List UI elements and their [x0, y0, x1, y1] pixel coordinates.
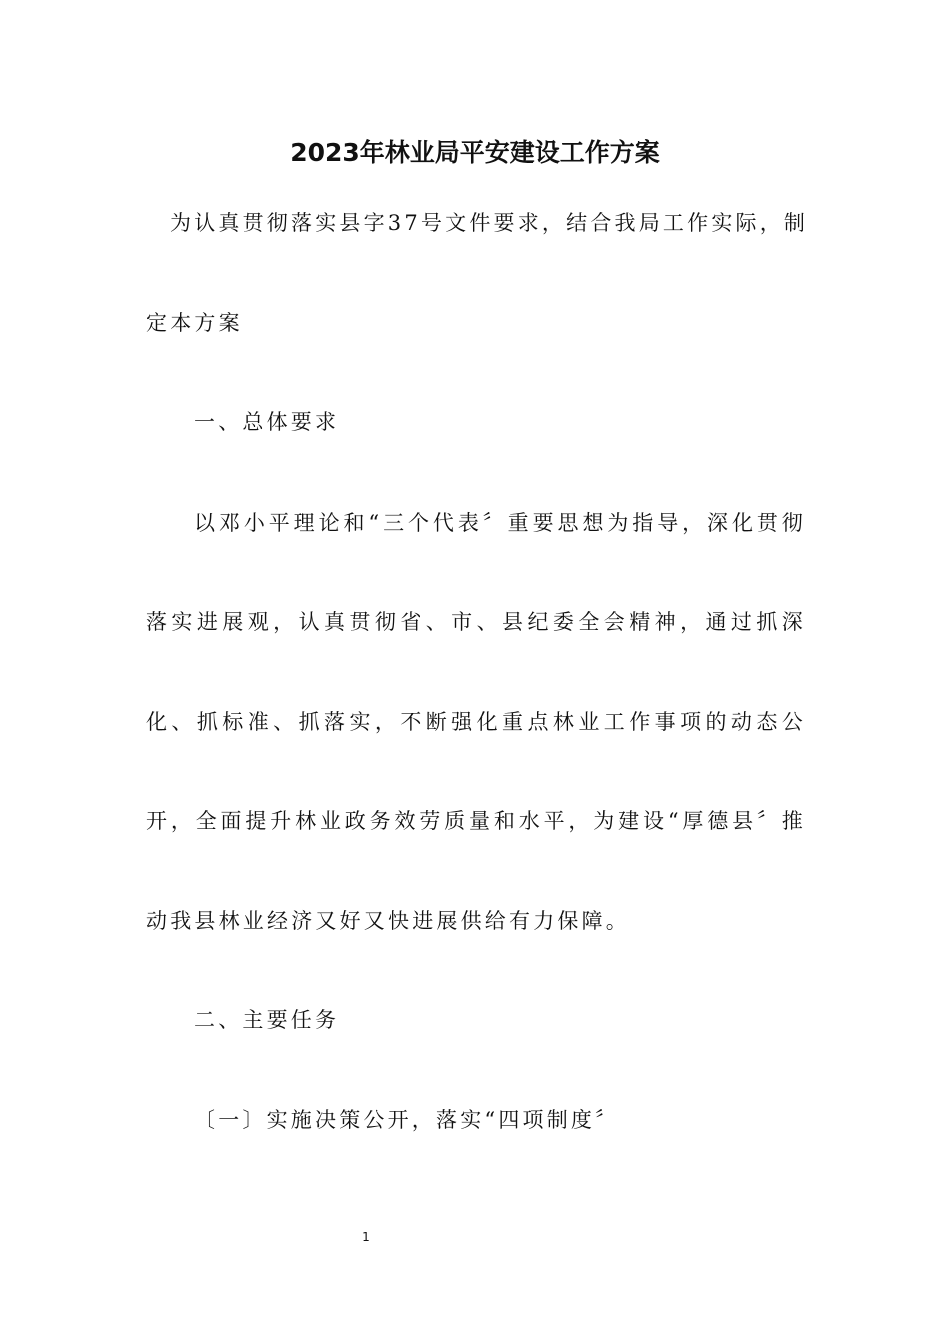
- section-1-line-3: 化、抓标准、抓落实，不断强化重点林业工作事项的动态公: [146, 710, 806, 734]
- page-number: 1: [362, 1230, 370, 1244]
- section-1-line-2: 落实进展观，认真贯彻省、市、县纪委全会精神，通过抓深: [146, 610, 806, 634]
- intro-line-2: 定本方案: [146, 311, 243, 335]
- section-2-heading: 二、主要任务: [194, 1008, 340, 1032]
- intro-line-1: 为认真贯彻落实县字37号文件要求，结合我局工作实际，制: [170, 211, 809, 235]
- section-1-heading: 一、总体要求: [194, 410, 340, 434]
- section-1-line-1: 以邓小平理论和“三个代表〞重要思想为指导，深化贯彻: [194, 511, 806, 535]
- section-1-line-5: 动我县林业经济又好又快进展供给有力保障。: [146, 909, 630, 933]
- section-1-line-4: 开，全面提升林业政务效劳质量和水平，为建设“厚德县〞推: [146, 809, 806, 833]
- document-title: 2023年林业局平安建设工作方案: [290, 138, 660, 167]
- subsection-1-heading: 〔一〕实施决策公开，落实“四项制度〞: [194, 1108, 620, 1132]
